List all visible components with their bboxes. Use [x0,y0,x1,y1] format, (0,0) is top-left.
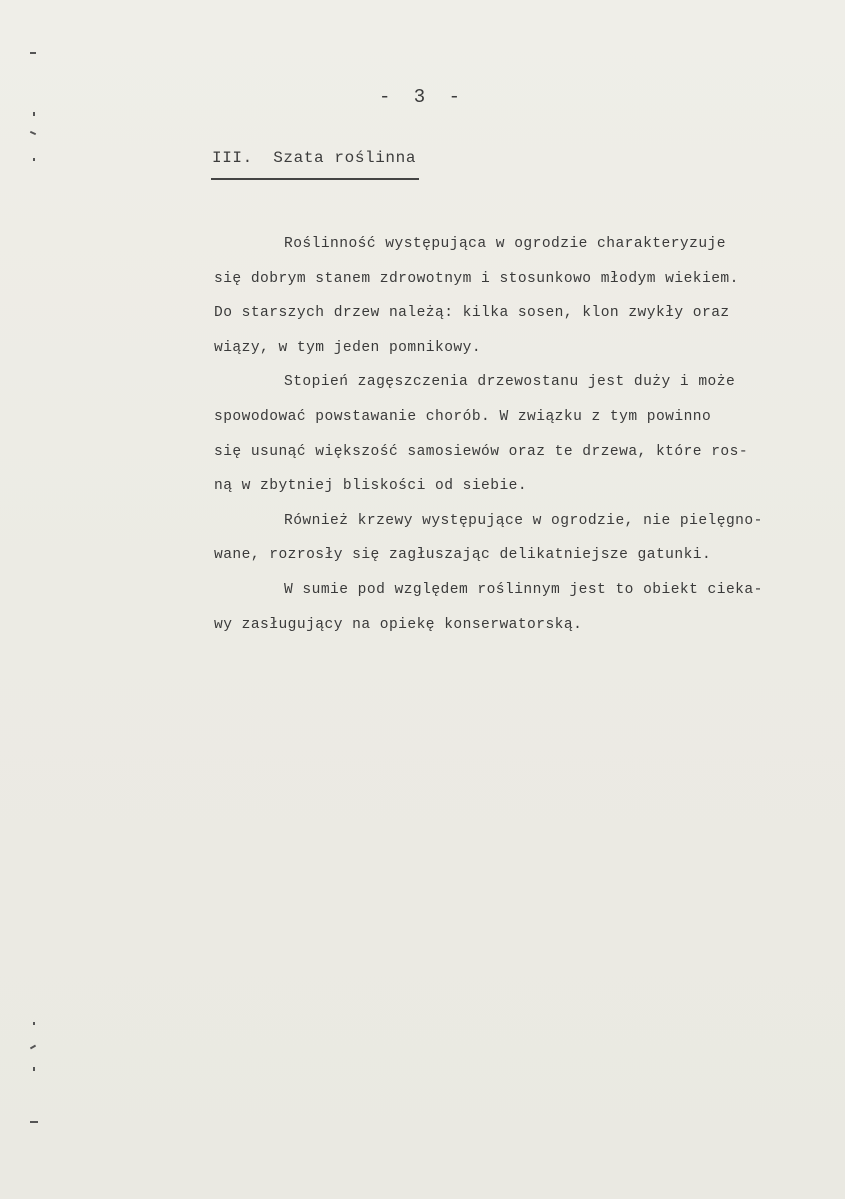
text-line: Stopień zagęszczenia drzewostanu jest duży i może [284,374,736,391]
text-line: Roślinność występująca w ogrodzie charakteryzuje [284,236,726,252]
margin-mark [33,1067,35,1071]
margin-mark [33,1022,35,1025]
margin-mark [30,52,36,54]
text-line: się usunąć większość samosiewów oraz te drzewa, które ros- [214,443,749,460]
text-line: się dobrym stanem zdrowotnym i stosunkowo młodym wiekiem. [214,270,739,287]
text-line: spowodować powstawanie chorób. W związku z tym powinno [214,408,712,425]
section-heading: III. Szata roślinna [212,149,417,167]
margin-mark [33,158,35,161]
heading-underline [211,178,419,180]
text-line: wy zasługujący na opiekę konserwatorską. [214,616,583,633]
text-line: ną w zbytniej bliskości od siebie. [214,478,528,495]
margin-mark [30,1121,38,1123]
margin-mark [30,1045,36,1050]
text-line: Do starszych drzew należą: kilka sosen, klon zwykły oraz [214,305,730,322]
text-line: wiązy, w tym jeden pomnikowy. [214,339,482,356]
text-line: wane, rozrosły się zagłuszając delikatniejsze gatunki. [214,547,712,564]
margin-mark [33,112,35,116]
text-line: W sumie pod względem roślinnym jest to obiekt cieka- [284,581,763,598]
body-text [214,227,814,642]
page-number: - 3 - [378,86,466,108]
text-line: Również krzewy występujące w ogrodzie, nie pielęgno- [284,512,763,529]
margin-mark [30,131,36,135]
